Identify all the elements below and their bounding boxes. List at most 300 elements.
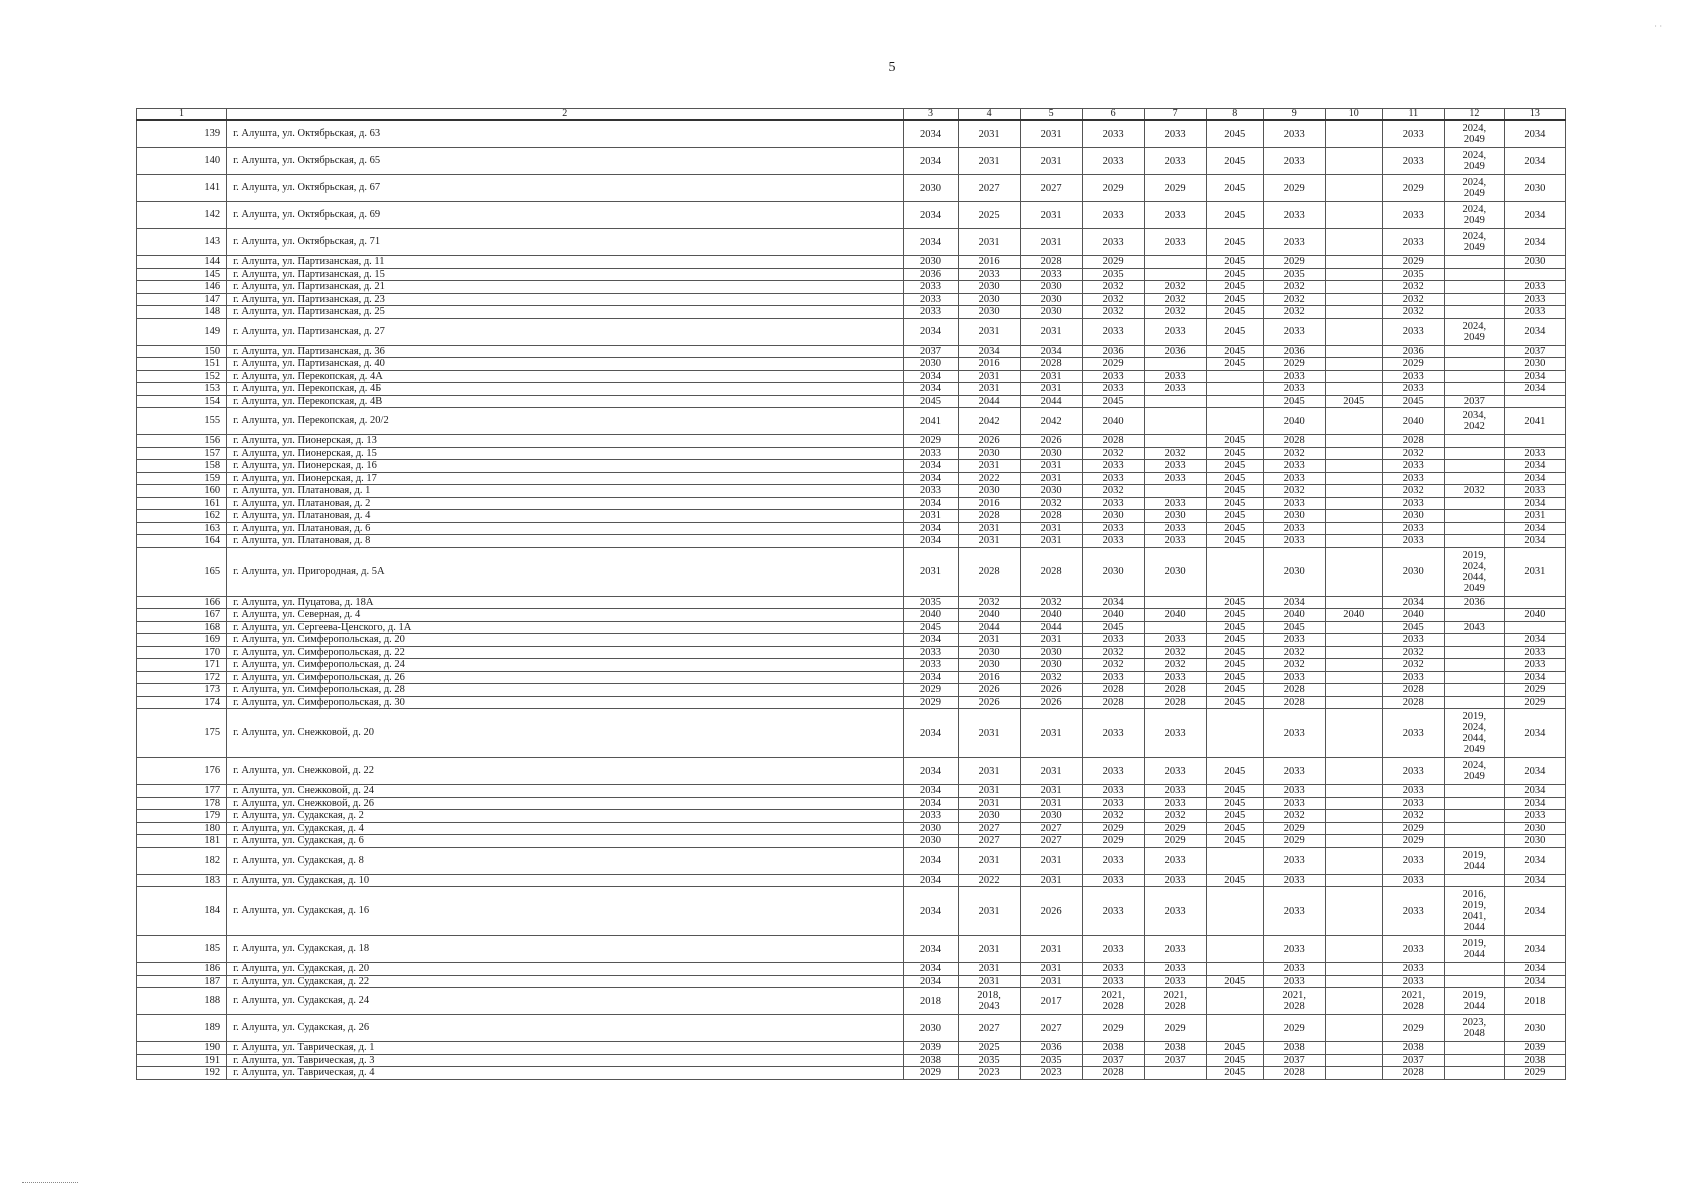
year-cell: 2032 bbox=[1144, 306, 1206, 319]
table-row bbox=[137, 988, 1566, 1015]
table-row bbox=[137, 497, 1566, 510]
year-cell: 2036 bbox=[1144, 345, 1206, 358]
year-cell: 2031 bbox=[1020, 522, 1082, 535]
year-cell: 2031 bbox=[958, 847, 1020, 874]
table-row bbox=[137, 684, 1566, 697]
year-cell: 2031 bbox=[958, 148, 1020, 175]
row-number-cell: 145 bbox=[137, 268, 227, 281]
row-number-cell: 162 bbox=[137, 510, 227, 523]
year-cell: 2030 bbox=[1020, 281, 1082, 294]
year-cell bbox=[1444, 634, 1504, 647]
year-cell: 2032 bbox=[1444, 485, 1504, 498]
year-cell: 2029 bbox=[1263, 835, 1325, 848]
year-cell: 2032 bbox=[1082, 293, 1144, 306]
year-cell: 2044 bbox=[1020, 395, 1082, 408]
row-number-cell: 148 bbox=[137, 306, 227, 319]
year-cell bbox=[1444, 684, 1504, 697]
year-cell: 2031 bbox=[958, 370, 1020, 383]
year-cell: 2028 bbox=[1263, 696, 1325, 709]
year-cell: 2038 bbox=[1382, 1042, 1444, 1055]
year-cell: 2045 bbox=[1206, 472, 1263, 485]
year-cell: 2027 bbox=[958, 1015, 1020, 1042]
year-cell bbox=[1444, 1067, 1504, 1080]
year-cell: 2033 bbox=[903, 293, 958, 306]
year-cell: 2036 bbox=[1082, 345, 1144, 358]
year-cell: 2044 bbox=[1020, 621, 1082, 634]
address-cell: г. Алушта, ул. Судакская, д. 10 bbox=[227, 874, 903, 887]
year-cell: 2033 bbox=[1082, 148, 1144, 175]
year-cell bbox=[1325, 797, 1382, 810]
year-cell: 2032 bbox=[1382, 646, 1444, 659]
year-cell: 2033 bbox=[1263, 383, 1325, 396]
year-cell: 2045 bbox=[1206, 874, 1263, 887]
column-header: 11 bbox=[1382, 109, 1444, 121]
address-cell: г. Алушта, ул. Судакская, д. 26 bbox=[227, 1015, 903, 1042]
year-cell bbox=[1325, 596, 1382, 609]
year-cell: 2034 bbox=[1504, 975, 1565, 988]
year-cell: 2029 bbox=[903, 684, 958, 697]
year-cell: 2045 bbox=[1206, 659, 1263, 672]
year-cell: 2022 bbox=[958, 874, 1020, 887]
year-cell: 2040 bbox=[1325, 609, 1382, 622]
year-cell: 2031 bbox=[1020, 370, 1082, 383]
year-cell bbox=[1444, 1042, 1504, 1055]
year-cell: 2031 bbox=[958, 797, 1020, 810]
address-cell: г. Алушта, ул. Судакская, д. 2 bbox=[227, 810, 903, 823]
year-cell: 2033 bbox=[903, 810, 958, 823]
column-header: 1 bbox=[137, 109, 227, 121]
table-row bbox=[137, 835, 1566, 848]
table-row bbox=[137, 596, 1566, 609]
year-cell: 2045 bbox=[1325, 395, 1382, 408]
year-cell: 2033 bbox=[1144, 497, 1206, 510]
year-cell: 2035 bbox=[1020, 1054, 1082, 1067]
year-cell: 2038 bbox=[1144, 1042, 1206, 1055]
year-cell: 2033 bbox=[1263, 634, 1325, 647]
year-cell: 2036 bbox=[903, 268, 958, 281]
year-cell: 2033 bbox=[1144, 975, 1206, 988]
year-cell: 2033 bbox=[1082, 975, 1144, 988]
year-cell: 2034 bbox=[1504, 370, 1565, 383]
year-cell bbox=[1325, 1067, 1382, 1080]
year-cell bbox=[1206, 383, 1263, 396]
year-cell: 2045 bbox=[1206, 835, 1263, 848]
year-cell bbox=[1144, 408, 1206, 435]
year-cell: 2033 bbox=[1504, 646, 1565, 659]
year-cell bbox=[1144, 256, 1206, 269]
year-cell: 2045 bbox=[1206, 281, 1263, 294]
year-cell: 2033 bbox=[1144, 472, 1206, 485]
year-cell: 2033 bbox=[1144, 887, 1206, 936]
table-row bbox=[137, 447, 1566, 460]
table-row bbox=[137, 510, 1566, 523]
year-cell: 2031 bbox=[1020, 975, 1082, 988]
year-cell bbox=[1206, 936, 1263, 963]
year-cell bbox=[1444, 472, 1504, 485]
year-cell: 2033 bbox=[1263, 535, 1325, 548]
table-row bbox=[137, 175, 1566, 202]
year-cell: 2034 bbox=[903, 785, 958, 798]
year-cell: 2030 bbox=[958, 447, 1020, 460]
year-cell: 2018 bbox=[1504, 988, 1565, 1015]
address-cell: г. Алушта, ул. Таврическая, д. 1 bbox=[227, 1042, 903, 1055]
year-cell: 2028 bbox=[1020, 510, 1082, 523]
address-cell: г. Алушта, ул. Симферопольская, д. 20 bbox=[227, 634, 903, 647]
year-cell: 2032 bbox=[1263, 293, 1325, 306]
year-cell: 2033 bbox=[1382, 671, 1444, 684]
address-cell: г. Алушта, ул. Перекопская, д. 20/2 bbox=[227, 408, 903, 435]
year-cell: 2033 bbox=[903, 659, 958, 672]
address-cell: г. Алушта, ул. Октябрьская, д. 65 bbox=[227, 148, 903, 175]
year-cell: 2033 bbox=[1263, 887, 1325, 936]
year-cell bbox=[1444, 447, 1504, 460]
year-cell: 2028 bbox=[1144, 684, 1206, 697]
year-cell: 2031 bbox=[1020, 758, 1082, 785]
year-cell: 2033 bbox=[1504, 810, 1565, 823]
year-cell: 2030 bbox=[903, 822, 958, 835]
year-cell: 2045 bbox=[1206, 345, 1263, 358]
year-cell: 2039 bbox=[903, 1042, 958, 1055]
year-cell: 2033 bbox=[1144, 709, 1206, 758]
year-cell: 2026 bbox=[1020, 696, 1082, 709]
year-cell: 2045 bbox=[1206, 596, 1263, 609]
year-cell: 2033 bbox=[1144, 874, 1206, 887]
year-cell bbox=[1504, 395, 1565, 408]
year-cell bbox=[1144, 485, 1206, 498]
table-row bbox=[137, 281, 1566, 294]
row-number-cell: 141 bbox=[137, 175, 227, 202]
year-cell: 2033 bbox=[1263, 936, 1325, 963]
year-cell: 2034 bbox=[1504, 497, 1565, 510]
year-cell: 2034 bbox=[1504, 671, 1565, 684]
year-cell: 2030 bbox=[903, 358, 958, 371]
year-cell bbox=[1206, 395, 1263, 408]
year-cell: 2025 bbox=[958, 202, 1020, 229]
year-cell bbox=[1206, 370, 1263, 383]
column-header: 4 bbox=[958, 109, 1020, 121]
row-number-cell: 176 bbox=[137, 758, 227, 785]
year-cell: 2033 bbox=[1504, 281, 1565, 294]
year-cell bbox=[1444, 975, 1504, 988]
year-cell: 2033 bbox=[1082, 709, 1144, 758]
address-cell: г. Алушта, ул. Пионерская, д. 13 bbox=[227, 435, 903, 448]
year-cell bbox=[1444, 383, 1504, 396]
year-cell: 2034 bbox=[1504, 318, 1565, 345]
year-cell: 2043 bbox=[1444, 621, 1504, 634]
year-cell: 2033 bbox=[1082, 370, 1144, 383]
year-cell: 2030 bbox=[1504, 256, 1565, 269]
year-cell: 2032 bbox=[1382, 659, 1444, 672]
year-cell bbox=[1325, 370, 1382, 383]
year-cell: 2031 bbox=[958, 758, 1020, 785]
table-row bbox=[137, 646, 1566, 659]
table-row bbox=[137, 634, 1566, 647]
year-cell bbox=[1444, 835, 1504, 848]
year-cell: 2045 bbox=[1206, 447, 1263, 460]
year-cell: 2045 bbox=[1206, 510, 1263, 523]
table-row bbox=[137, 202, 1566, 229]
year-cell bbox=[1325, 936, 1382, 963]
year-cell: 2016 bbox=[958, 497, 1020, 510]
year-cell bbox=[1325, 785, 1382, 798]
year-cell: 2031 bbox=[1020, 936, 1082, 963]
year-cell bbox=[1325, 318, 1382, 345]
year-cell: 2033 bbox=[903, 447, 958, 460]
table-row bbox=[137, 345, 1566, 358]
year-cell bbox=[1444, 609, 1504, 622]
year-cell: 2040 bbox=[1144, 609, 1206, 622]
year-cell: 2036 bbox=[1263, 345, 1325, 358]
year-cell: 2032 bbox=[1144, 659, 1206, 672]
year-cell: 2029 bbox=[1382, 1015, 1444, 1042]
year-cell: 2030 bbox=[903, 175, 958, 202]
year-cell: 2033 bbox=[1144, 460, 1206, 473]
year-cell: 2019, 2044 bbox=[1444, 988, 1504, 1015]
year-cell: 2034 bbox=[1504, 785, 1565, 798]
address-cell: г. Алушта, ул. Партизанская, д. 25 bbox=[227, 306, 903, 319]
table-row bbox=[137, 318, 1566, 345]
year-cell: 2033 bbox=[1144, 148, 1206, 175]
year-cell: 2037 bbox=[1504, 345, 1565, 358]
row-number-cell: 177 bbox=[137, 785, 227, 798]
row-number-cell: 161 bbox=[137, 497, 227, 510]
address-cell: г. Алушта, ул. Перекопская, д. 4В bbox=[227, 395, 903, 408]
year-cell: 2033 bbox=[958, 268, 1020, 281]
row-number-cell: 166 bbox=[137, 596, 227, 609]
year-cell: 2033 bbox=[903, 306, 958, 319]
year-cell: 2035 bbox=[1263, 268, 1325, 281]
year-cell bbox=[1206, 847, 1263, 874]
year-cell: 2031 bbox=[958, 634, 1020, 647]
year-cell: 2029 bbox=[903, 435, 958, 448]
year-cell: 2033 bbox=[1082, 797, 1144, 810]
year-cell: 2031 bbox=[1020, 148, 1082, 175]
column-header: 7 bbox=[1144, 109, 1206, 121]
year-cell: 2033 bbox=[1382, 318, 1444, 345]
year-cell: 2023 bbox=[1020, 1067, 1082, 1080]
year-cell: 2029 bbox=[1082, 358, 1144, 371]
year-cell: 2033 bbox=[1082, 758, 1144, 785]
year-cell: 2038 bbox=[1082, 1042, 1144, 1055]
year-cell: 2028 bbox=[1020, 256, 1082, 269]
row-number-cell: 149 bbox=[137, 318, 227, 345]
row-number-cell: 163 bbox=[137, 522, 227, 535]
year-cell bbox=[1325, 229, 1382, 256]
year-cell: 2031 bbox=[1020, 785, 1082, 798]
year-cell: 2032 bbox=[1082, 281, 1144, 294]
year-cell: 2033 bbox=[1082, 936, 1144, 963]
year-cell: 2042 bbox=[1020, 408, 1082, 435]
year-cell: 2032 bbox=[1263, 447, 1325, 460]
column-header: 9 bbox=[1263, 109, 1325, 121]
year-cell: 2033 bbox=[1144, 370, 1206, 383]
year-cell: 2034 bbox=[1504, 936, 1565, 963]
address-cell: г. Алушта, ул. Партизанская, д. 36 bbox=[227, 345, 903, 358]
row-number-cell: 168 bbox=[137, 621, 227, 634]
table-row bbox=[137, 485, 1566, 498]
row-number-cell: 146 bbox=[137, 281, 227, 294]
year-cell bbox=[1325, 485, 1382, 498]
year-cell: 2032 bbox=[1082, 485, 1144, 498]
year-cell: 2033 bbox=[1144, 634, 1206, 647]
header-row bbox=[137, 109, 1566, 121]
year-cell: 2032 bbox=[1382, 306, 1444, 319]
address-cell: г. Алушта, ул. Снежковой, д. 26 bbox=[227, 797, 903, 810]
year-cell: 2029 bbox=[1504, 696, 1565, 709]
year-cell: 2019, 2044 bbox=[1444, 847, 1504, 874]
row-number-cell: 167 bbox=[137, 609, 227, 622]
address-cell: г. Алушта, ул. Перекопская, д. 4А bbox=[227, 370, 903, 383]
year-cell: 2045 bbox=[1206, 318, 1263, 345]
row-number-cell: 173 bbox=[137, 684, 227, 697]
address-cell: г. Алушта, ул. Партизанская, д. 40 bbox=[227, 358, 903, 371]
year-cell: 2029 bbox=[1082, 835, 1144, 848]
year-cell: 2029 bbox=[1263, 1015, 1325, 1042]
year-cell: 2031 bbox=[1020, 847, 1082, 874]
year-cell bbox=[1444, 671, 1504, 684]
year-cell: 2033 bbox=[1263, 874, 1325, 887]
year-cell: 2034 bbox=[1504, 847, 1565, 874]
year-cell bbox=[1325, 175, 1382, 202]
address-cell: г. Алушта, ул. Таврическая, д. 4 bbox=[227, 1067, 903, 1080]
year-cell: 2033 bbox=[1144, 229, 1206, 256]
year-cell: 2033 bbox=[1263, 963, 1325, 976]
year-cell: 2030 bbox=[1082, 510, 1144, 523]
year-cell bbox=[1325, 256, 1382, 269]
address-cell: г. Алушта, ул. Судакская, д. 18 bbox=[227, 936, 903, 963]
year-cell: 2033 bbox=[1144, 671, 1206, 684]
year-cell: 2038 bbox=[1504, 1054, 1565, 1067]
year-cell: 2034 bbox=[903, 887, 958, 936]
year-cell bbox=[1325, 281, 1382, 294]
year-cell: 2029 bbox=[903, 696, 958, 709]
row-number-cell: 164 bbox=[137, 535, 227, 548]
year-cell: 2033 bbox=[1144, 383, 1206, 396]
year-cell: 2033 bbox=[1144, 847, 1206, 874]
year-cell: 2031 bbox=[958, 318, 1020, 345]
year-cell bbox=[1444, 522, 1504, 535]
year-cell: 2034 bbox=[903, 535, 958, 548]
year-cell: 2034 bbox=[903, 120, 958, 148]
year-cell bbox=[1325, 835, 1382, 848]
year-cell: 2028 bbox=[1020, 547, 1082, 596]
table-row bbox=[137, 936, 1566, 963]
year-cell: 2030 bbox=[958, 293, 1020, 306]
year-cell bbox=[1444, 358, 1504, 371]
row-number-cell: 156 bbox=[137, 435, 227, 448]
year-cell: 2031 bbox=[1020, 120, 1082, 148]
row-number-cell: 191 bbox=[137, 1054, 227, 1067]
year-cell: 2033 bbox=[1263, 847, 1325, 874]
year-cell: 2033 bbox=[1144, 785, 1206, 798]
year-cell bbox=[1144, 621, 1206, 634]
row-number-cell: 185 bbox=[137, 936, 227, 963]
year-cell: 2037 bbox=[1382, 1054, 1444, 1067]
address-cell: г. Алушта, ул. Октябрьская, д. 63 bbox=[227, 120, 903, 148]
year-cell: 2033 bbox=[1382, 963, 1444, 976]
year-cell bbox=[1325, 460, 1382, 473]
year-cell: 2034 bbox=[1504, 148, 1565, 175]
year-cell: 2045 bbox=[1206, 634, 1263, 647]
year-cell: 2027 bbox=[958, 835, 1020, 848]
year-cell: 2028 bbox=[1382, 435, 1444, 448]
row-number-cell: 182 bbox=[137, 847, 227, 874]
year-cell: 2031 bbox=[1020, 874, 1082, 887]
year-cell: 2030 bbox=[1382, 547, 1444, 596]
row-number-cell: 139 bbox=[137, 120, 227, 148]
year-cell bbox=[1504, 596, 1565, 609]
year-cell bbox=[1325, 963, 1382, 976]
address-cell: г. Алушта, ул. Судакская, д. 22 bbox=[227, 975, 903, 988]
year-cell: 2031 bbox=[1020, 963, 1082, 976]
year-cell: 2034 bbox=[903, 671, 958, 684]
address-cell: г. Алушта, ул. Партизанская, д. 21 bbox=[227, 281, 903, 294]
year-cell: 2031 bbox=[1020, 318, 1082, 345]
year-cell: 2033 bbox=[1263, 229, 1325, 256]
row-number-cell: 150 bbox=[137, 345, 227, 358]
year-cell: 2033 bbox=[1263, 370, 1325, 383]
row-number-cell: 152 bbox=[137, 370, 227, 383]
year-cell: 2033 bbox=[1020, 268, 1082, 281]
year-cell: 2034 bbox=[903, 383, 958, 396]
year-cell: 2030 bbox=[1020, 646, 1082, 659]
year-cell: 2029 bbox=[1382, 822, 1444, 835]
footer-rule bbox=[22, 1182, 78, 1183]
year-cell bbox=[1444, 281, 1504, 294]
year-cell: 2034 bbox=[903, 497, 958, 510]
year-cell bbox=[1325, 408, 1382, 435]
year-cell: 2045 bbox=[1263, 395, 1325, 408]
year-cell: 2045 bbox=[1382, 395, 1444, 408]
row-number-cell: 158 bbox=[137, 460, 227, 473]
year-cell: 2042 bbox=[958, 408, 1020, 435]
year-cell: 2045 bbox=[1206, 621, 1263, 634]
year-cell bbox=[1325, 148, 1382, 175]
year-cell: 2045 bbox=[1382, 621, 1444, 634]
year-cell: 2016 bbox=[958, 358, 1020, 371]
year-cell: 2034 bbox=[1504, 202, 1565, 229]
year-cell: 2030 bbox=[958, 281, 1020, 294]
year-cell: 2034 bbox=[1504, 460, 1565, 473]
year-cell: 2024, 2049 bbox=[1444, 318, 1504, 345]
year-cell: 2032 bbox=[1382, 447, 1444, 460]
year-cell bbox=[1206, 963, 1263, 976]
year-cell bbox=[1325, 497, 1382, 510]
year-cell: 2030 bbox=[1382, 510, 1444, 523]
year-cell: 2031 bbox=[958, 936, 1020, 963]
year-cell: 2030 bbox=[958, 485, 1020, 498]
year-cell: 2033 bbox=[1382, 975, 1444, 988]
year-cell: 2034 bbox=[903, 634, 958, 647]
year-cell: 2033 bbox=[903, 646, 958, 659]
year-cell bbox=[1325, 1054, 1382, 1067]
year-cell: 2032 bbox=[1263, 646, 1325, 659]
address-cell: г. Алушта, ул. Симферопольская, д. 24 bbox=[227, 659, 903, 672]
table-row bbox=[137, 547, 1566, 596]
year-cell: 2033 bbox=[1382, 797, 1444, 810]
year-cell: 2033 bbox=[1263, 797, 1325, 810]
year-cell: 2018 bbox=[903, 988, 958, 1015]
table-row bbox=[137, 395, 1566, 408]
year-cell bbox=[1444, 810, 1504, 823]
year-cell bbox=[1325, 535, 1382, 548]
year-cell: 2030 bbox=[1504, 835, 1565, 848]
year-cell bbox=[1325, 659, 1382, 672]
year-cell: 2031 bbox=[1020, 383, 1082, 396]
year-cell: 2030 bbox=[1263, 510, 1325, 523]
year-cell: 2045 bbox=[1206, 535, 1263, 548]
year-cell: 2033 bbox=[1504, 293, 1565, 306]
